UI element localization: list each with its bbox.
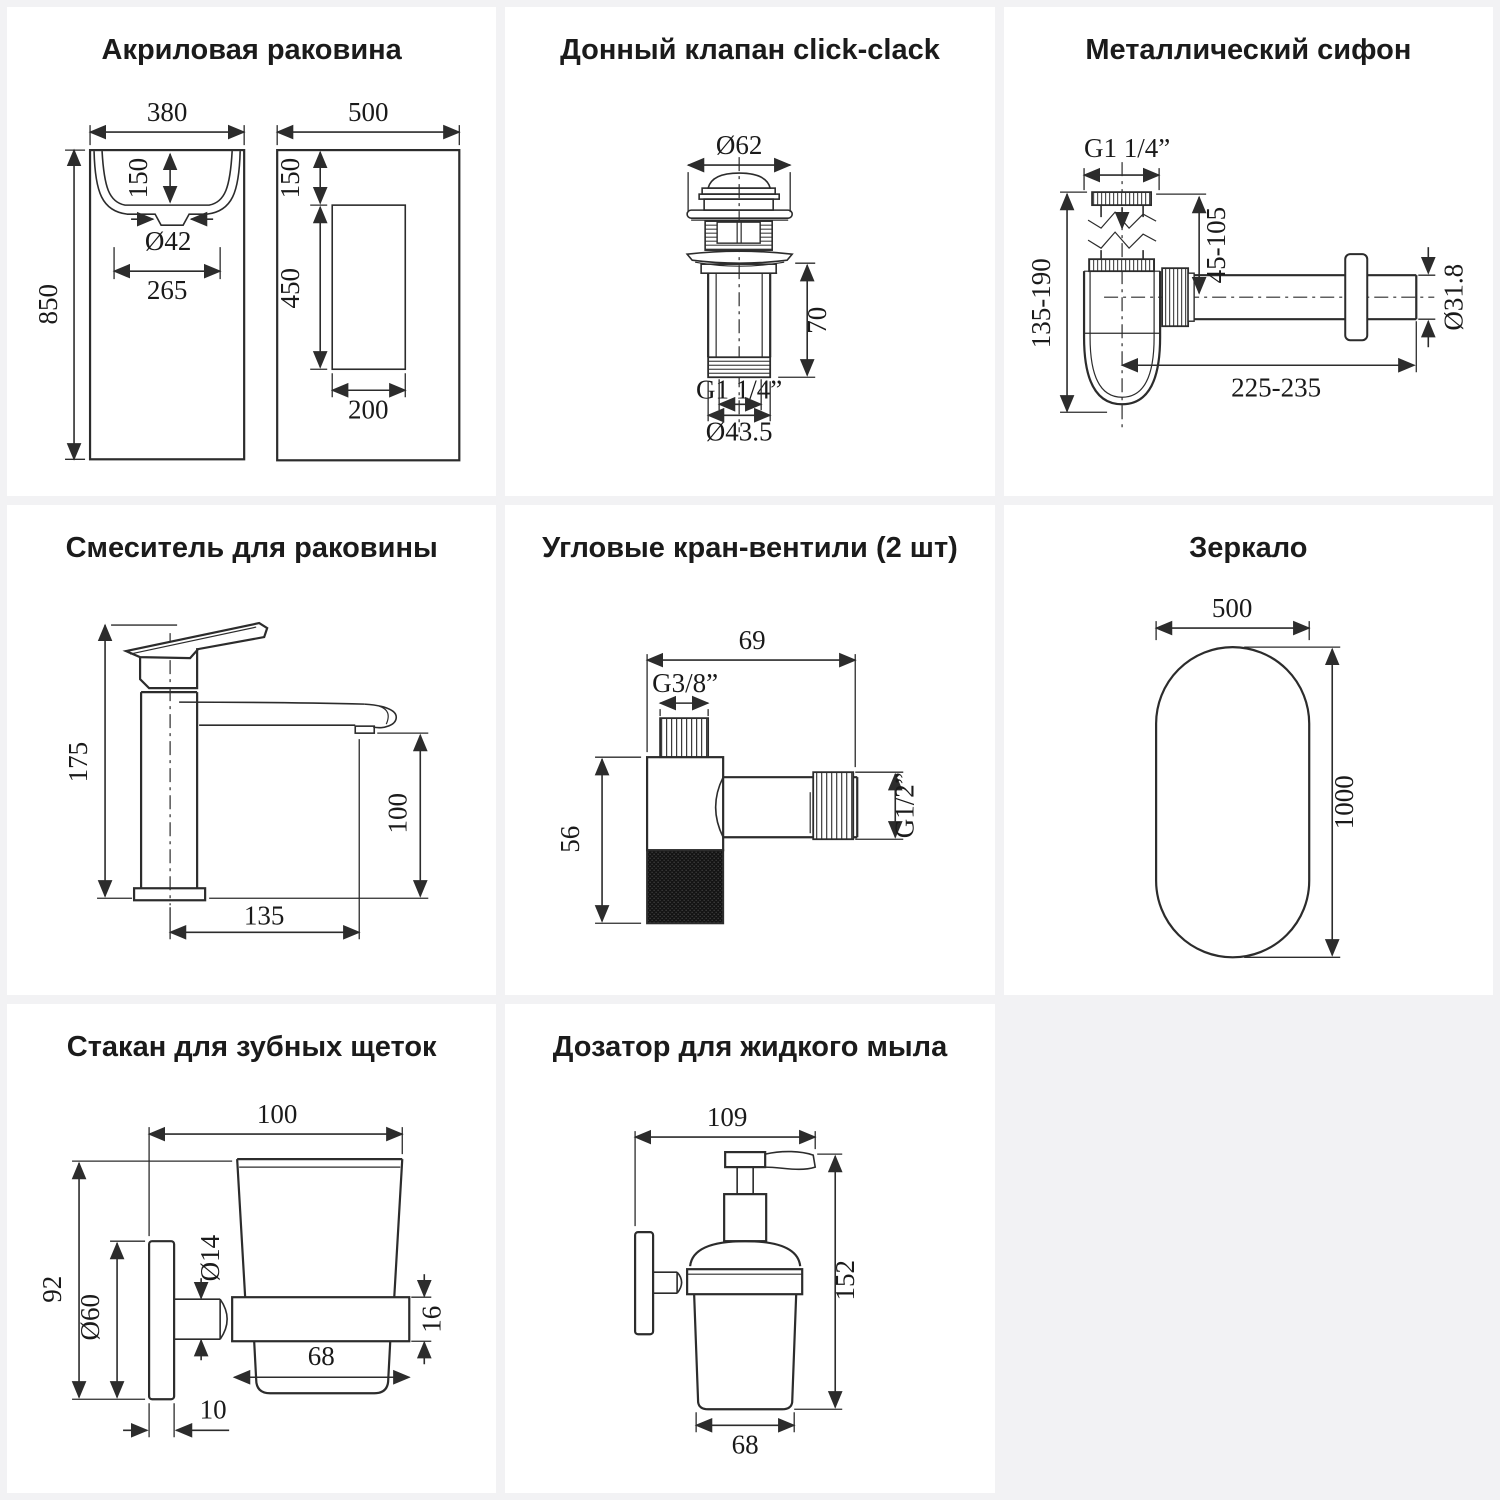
dim-sink-basin-width: 265 [146,275,188,306]
dim-cup-ring: 16 [416,1305,447,1333]
panel-sink-title: Акриловая раковина [101,34,402,66]
cup-drawing [7,1004,496,1493]
panel-angle-valve-title: Угловые кран-вентили (2 шт) [542,532,958,565]
dim-faucet-reach: 135 [243,900,285,931]
mirror-drawing [1004,505,1493,994]
siphon-dimensions [1026,133,1468,412]
dim-faucet-spout: 100 [382,793,413,834]
dim-cup-glass: 68 [307,1340,335,1371]
dim-cup-depth: 100 [256,1098,298,1129]
sink-front-view [33,97,244,459]
cup-dimensions [37,1099,446,1437]
dim-cup-plate: Ø60 [75,1293,106,1341]
panel-faucet-title: Смеситель для раковины [65,532,438,565]
dispenser-dimensions [635,1102,860,1459]
dim-cup-thickness: 10 [199,1393,227,1424]
panel-sink [7,7,496,496]
dim-valve-body: 70 [802,306,833,334]
dim-angle-outlet: G1/2” [889,772,920,839]
panel-cup [7,1004,496,1493]
faucet-body [126,623,396,905]
dim-faucet-height: 175 [63,742,94,783]
mirror-dimensions [1156,593,1359,957]
dim-angle-height: 56 [555,826,586,854]
dim-mirror-width: 500 [1211,593,1253,624]
dispenser-drawing [505,1004,994,1493]
dispenser-body [635,1151,815,1409]
panel-siphon [1004,7,1493,496]
dim-sink-basin-depth: 150 [123,157,154,199]
dim-siphon-inlet: 45-105 [1200,206,1231,284]
dim-siphon-height: 135-190 [1025,258,1056,349]
dim-siphon-pipe: Ø31.8 [1437,263,1468,331]
angle-valve-drawing [505,505,994,994]
dim-valve-cap: Ø62 [716,130,763,161]
mirror-body [1156,647,1309,957]
siphon-drawing [1004,7,1493,496]
faucet-dimensions [63,625,428,939]
faucet-drawing [7,505,496,994]
dim-mirror-height: 1000 [1328,775,1359,830]
dim-valve-bottom: Ø43.5 [706,416,773,447]
dim-sink-front-width: 380 [146,97,188,128]
dim-sink-drain: Ø42 [144,226,192,257]
dim-sink-side-width: 500 [347,97,389,128]
panel-mirror-title: Зеркало [1189,532,1308,565]
dim-angle-width: 69 [738,625,766,656]
panel-faucet [7,505,496,994]
valve-drawing [505,7,994,496]
dim-sink-height: 850 [33,283,64,325]
dim-siphon-length: 225-235 [1230,372,1321,403]
panel-angle-valve [505,505,994,994]
cup-body [149,1159,409,1399]
panel-valve-title: Донный клапан click-clack [560,34,940,66]
dim-sink-inner-height: 450 [275,267,306,309]
sink-side-view [275,97,459,460]
dim-valve-thread: G1 1/4” [696,374,783,405]
panel-siphon-title: Металлический сифон [1085,34,1412,66]
angle-valve-body [647,718,857,923]
empty-cell [1004,1004,1493,1493]
dim-cup-pin: Ø14 [195,1234,226,1282]
dim-dispenser-height: 152 [830,1259,861,1301]
dim-sink-inner-width: 200 [347,394,389,425]
angle-valve-dimensions [555,625,919,923]
sink-drawing [7,7,496,496]
panel-mirror [1004,505,1493,994]
dim-dispenser-width: 109 [707,1101,748,1132]
dim-siphon-thread: G1 1/4” [1083,133,1170,164]
dim-dispenser-bottle: 68 [731,1428,759,1459]
panel-cup-title: Стакан для зубных щеток [66,1030,437,1063]
dim-cup-height: 92 [37,1275,68,1303]
panel-valve [505,7,994,496]
dim-sink-side-top: 150 [275,157,306,199]
panel-dispenser-title: Дозатор для жидкого мыла [552,1030,948,1063]
panel-dispenser [505,1004,994,1493]
dim-angle-inlet: G3/8” [652,668,719,699]
